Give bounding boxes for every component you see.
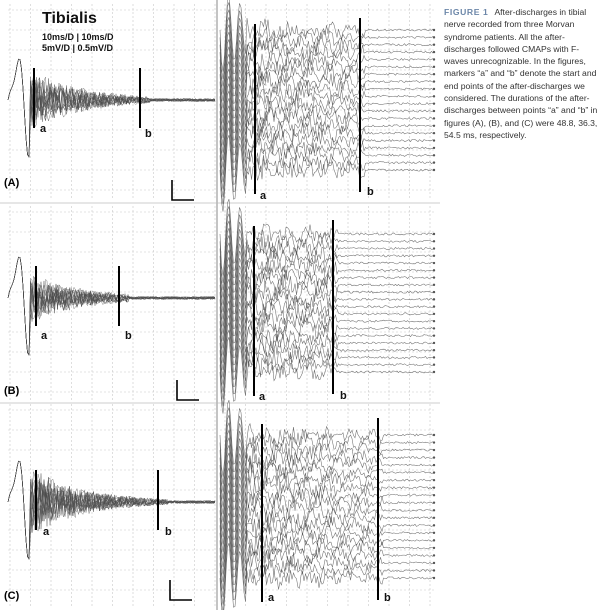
trace-end-dot: [433, 247, 435, 249]
trace-end-dot: [433, 554, 435, 556]
trace-end-dot: [433, 262, 435, 264]
trace-end-dot: [433, 276, 435, 278]
trace-end-dot: [433, 313, 435, 315]
trace-end-dot: [433, 154, 435, 156]
trace-end-dot: [433, 233, 435, 235]
marker-b-label: b: [145, 128, 152, 140]
raster-trace: [220, 228, 433, 305]
trace-end-dot: [433, 532, 435, 534]
raster-trace: [220, 521, 433, 598]
raster-trace: [220, 438, 433, 515]
caption-text: After-discharges in tibial nerve recorded from three Morvan syndrome patients. All the after-discharges followed CMAPs with F-waves unrecognizable. In the figures, markers “a” and “b” denote the start and end points of the after-discharges we considered. The durations of the after-discharges between points “a” and “b” in figures (A), (B), and (C) were 48.8, 36.3, 54.5 ms, respectively.: [444, 7, 598, 140]
caption-figure-label: FIGURE 1: [444, 7, 489, 17]
trace-end-dot: [433, 502, 435, 504]
trace-end-dot: [433, 125, 435, 127]
scale-bar: [172, 180, 194, 200]
trace-end-dot: [433, 51, 435, 53]
trace-end-dot: [433, 95, 435, 97]
trace-end-dot: [433, 356, 435, 358]
trace-end-dot: [433, 305, 435, 307]
trace-end-dot: [433, 539, 435, 541]
trace-end-dot: [433, 464, 435, 466]
trace-end-dot: [433, 434, 435, 436]
muscle-title: Tibialis: [42, 10, 97, 27]
trace-end-dot: [433, 73, 435, 75]
trace-end-dot: [433, 80, 435, 82]
scale-settings-line-2: 5mV/D | 0.5mV/D: [42, 43, 114, 53]
trace-end-dot: [433, 29, 435, 31]
superimposed-trace: [8, 461, 215, 559]
trace-end-dot: [433, 577, 435, 579]
panel-label-b: (B): [4, 385, 20, 397]
trace-end-dot: [433, 240, 435, 242]
marker-a-label: a: [268, 592, 275, 604]
trace-end-dot: [433, 161, 435, 163]
trace-end-dot: [433, 44, 435, 46]
trace-end-dot: [433, 66, 435, 68]
trace-end-dot: [433, 449, 435, 451]
trace-end-dot: [433, 139, 435, 141]
trace-end-dot: [433, 147, 435, 149]
panel-label-c: (C): [4, 590, 20, 602]
trace-end-dot: [433, 456, 435, 458]
trace-end-dot: [433, 291, 435, 293]
scale-bar: [177, 380, 199, 400]
trace-end-dot: [433, 102, 435, 104]
trace-end-dot: [433, 364, 435, 366]
trace-end-dot: [433, 36, 435, 38]
raster-trace: [220, 0, 433, 72]
trace-end-dot: [433, 132, 435, 134]
rastered-traces: [220, 0, 435, 610]
trace-end-dot: [433, 517, 435, 519]
trace-end-dot: [433, 117, 435, 119]
trace-end-dot: [433, 58, 435, 60]
trace-end-dot: [433, 441, 435, 443]
trace-end-dot: [433, 110, 435, 112]
superimposed-trace: [8, 59, 215, 157]
raster-trace: [220, 536, 433, 610]
raster-trace: [220, 308, 433, 385]
figure-caption: [444, 6, 600, 141]
trace-end-dot: [433, 509, 435, 511]
trace-end-dot: [433, 284, 435, 286]
trace-end-dot: [433, 562, 435, 564]
raster-trace: [220, 528, 433, 605]
marker-a-label: a: [259, 391, 266, 403]
raster-trace: [220, 543, 433, 610]
trace-end-dot: [433, 327, 435, 329]
trace-end-dot: [433, 169, 435, 171]
trace-end-dot: [433, 349, 435, 351]
trace-end-dot: [433, 255, 435, 257]
marker-a-label: a: [260, 190, 267, 202]
trace-end-dot: [433, 320, 435, 322]
marker-a-label: a: [43, 526, 50, 538]
trace-end-dot: [433, 269, 435, 271]
marker-b-label: b: [367, 186, 374, 198]
trace-end-dot: [433, 524, 435, 526]
raster-trace: [220, 475, 433, 552]
raster-trace: [220, 337, 433, 414]
trace-end-dot: [433, 298, 435, 300]
raster-trace: [220, 323, 433, 400]
trace-end-dot: [433, 371, 435, 373]
raster-trace: [220, 135, 433, 212]
marker-a-label: a: [41, 330, 48, 342]
marker-b-label: b: [340, 390, 347, 402]
marker-b-label: b: [165, 526, 172, 538]
trace-end-dot: [433, 494, 435, 496]
raster-trace: [220, 61, 433, 137]
trace-end-dot: [433, 342, 435, 344]
trace-end-dot: [433, 547, 435, 549]
marker-a-label: a: [40, 123, 47, 135]
marker-b-label: b: [384, 592, 391, 604]
panel-label-a: (A): [4, 177, 20, 189]
raster-trace: [220, 98, 433, 175]
trace-end-dot: [433, 486, 435, 488]
trace-end-dot: [433, 479, 435, 481]
trace-end-dot: [433, 471, 435, 473]
trace-end-dot: [433, 569, 435, 571]
superimposed-trace: [8, 257, 215, 355]
marker-b-label: b: [125, 330, 132, 342]
trace-end-dot: [433, 88, 435, 90]
trace-end-dot: [433, 334, 435, 336]
scale-settings-line-1: 10ms/D | 10ms/D: [42, 32, 114, 42]
